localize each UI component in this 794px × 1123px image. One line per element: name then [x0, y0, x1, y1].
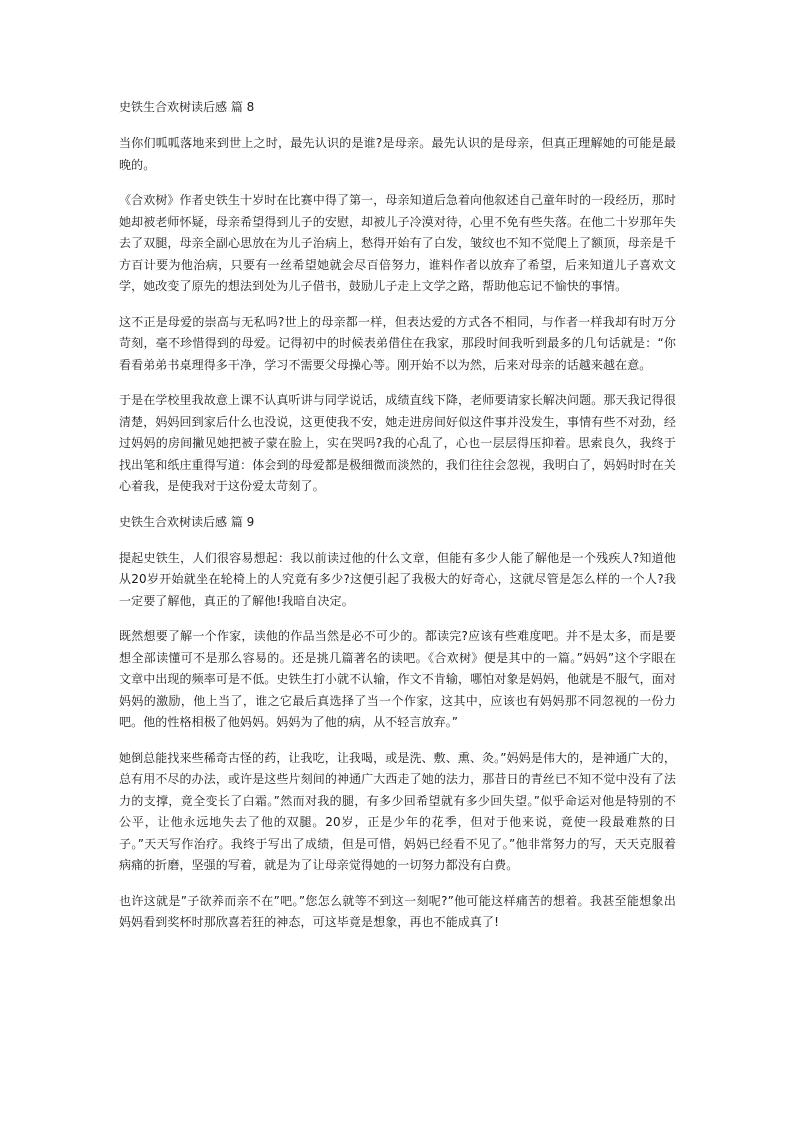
- paragraph: 既然想要了解一个作家，读他的作品当然是必不可少的。都读完?应该有些难度吧。并不是太多，而是要想全部读懂可不是那么容易的。还是挑几篇著名的读吧。《合欢树》便是其中的一篇。”妈妈”这个字眼在文章中出现的频率可是不低。史铁生打小就不认输，作文不肯输，哪怕对象是妈妈，他就是不服气，面对妈妈的激励，他上当了，谁之它最后真选择了当一个作家，这其中，应该也有妈妈那不同忽视的一份力吧。他的性格相极了他妈妈。妈妈为了他的病，从不轻言放弃。”: [119, 629, 676, 729]
- document-body: [119, 97, 676, 948]
- paragraph: 也许这就是”子欲养而亲不在”吧。”您怎么就等不到这一刻呢?”他可能这样痛苦的想着。我甚至能想象出妈妈看到奖杯时那欣喜若狂的神态，可这毕竟是想象，再也不能成真了!: [119, 893, 676, 929]
- section-9: [119, 512, 676, 934]
- paragraph: 当你们呱呱落地来到世上之时，最先认识的是谁?是母亲。最先认识的是母亲，但真正理解她的可能是最晚的。: [119, 136, 676, 172]
- paragraph: 于是在学校里我故意上课不认真听讲与同学说话，成绩直线下降，老师要请家长解决问题。那天我记得很清楚，妈妈回到家后什么也没说，这更使我不安，她走进房间好似这件事并没发生，事情有些不对劲，经过妈妈的房间撇见她把被子蒙在脸上，实在哭吗?我的心乱了，心也一层层得压抑着。思索良久，我终于找出笔和纸庄重得写道：体会到的母爱都是极细微而淡然的，我们往往会忽视，我明白了，妈妈时时在关心着我，是使我对于这份爱太苛刻了。: [119, 393, 676, 493]
- section-heading: 史铁生合欢树读后感 篇 8: [119, 100, 255, 114]
- paragraph: 这不正是母爱的崇高与无私吗?世上的母亲都一样，但表达爱的方式各不相同，与作者一样我却有时万分苛刻，毫不珍惜得到的母爱。记得初中的时候表弟借住在我家，那段时间我听到最多的几句话就是：“你看看弟弟书桌理得多干净，学习不需要父母操心等。刚开始不以为然，后来对母亲的话越来越在意。: [119, 314, 676, 372]
- paragraph: 《合欢树》作者史铁生十岁时在比赛中得了第一，母亲知道后急着向他叙述自己童年时的一段经历，那时她却被老师怀疑，母亲希望得到儿子的安慰，却被儿子冷漠对待，心里不免有些失落。在他二十岁那年失去了双腿，母亲全副心思放在为儿子治病上，愁得开始有了白发，皱纹也不知不觉爬上了额顶，母亲是千方百计要为他治病，只要有一丝希望她就会尽百倍努力，谁料作者以放弃了希望，后来知道儿子喜欢文学，她改变了原先的想法到处为儿子借书，鼓励儿子走上文学之路，帮助他忘记不愉快的事情。: [119, 193, 676, 293]
- paragraph: 她倒总能找来些稀奇古怪的药，让我吃，让我喝，或是洗、敷、熏、灸。”妈妈是伟大的，是神通广大的，总有用不尽的办法，或许是这些片刻间的神通广大西走了她的法力，那昔日的青丝已不知不觉中没有了法力的支撑，竟全变长了白霜。”然而对我的腿，有多少回希望就有多少回失望。”似乎命运对他是特别的不公平，让他永远地失去了他的双腿。20岁，正是少年的花季，但对于他来说，竟使一段最难熬的日子。”天天写作治疗。我终于写出了成绩，但是可惜，妈妈已经看不见了。”他非常努力的写，天天克服着病痛的折磨，坚强的写着，就是为了让母亲觉得她的一切努力都没有白费。: [119, 750, 676, 872]
- paragraph: 提起史铁生，人们很容易想起：我以前读过他的什么文章，但能有多少人能了解他是一个残疾人?知道他从20岁开始就坐在轮椅上的人究竟有多少?这便引起了我极大的好奇心，这就尽管是怎么样的一个人?我一定要了解他，真正的了解他!我暗自决定。: [119, 550, 676, 608]
- section-heading: 史铁生合欢树读后感 篇 9: [119, 514, 255, 529]
- section-8: [119, 97, 676, 498]
